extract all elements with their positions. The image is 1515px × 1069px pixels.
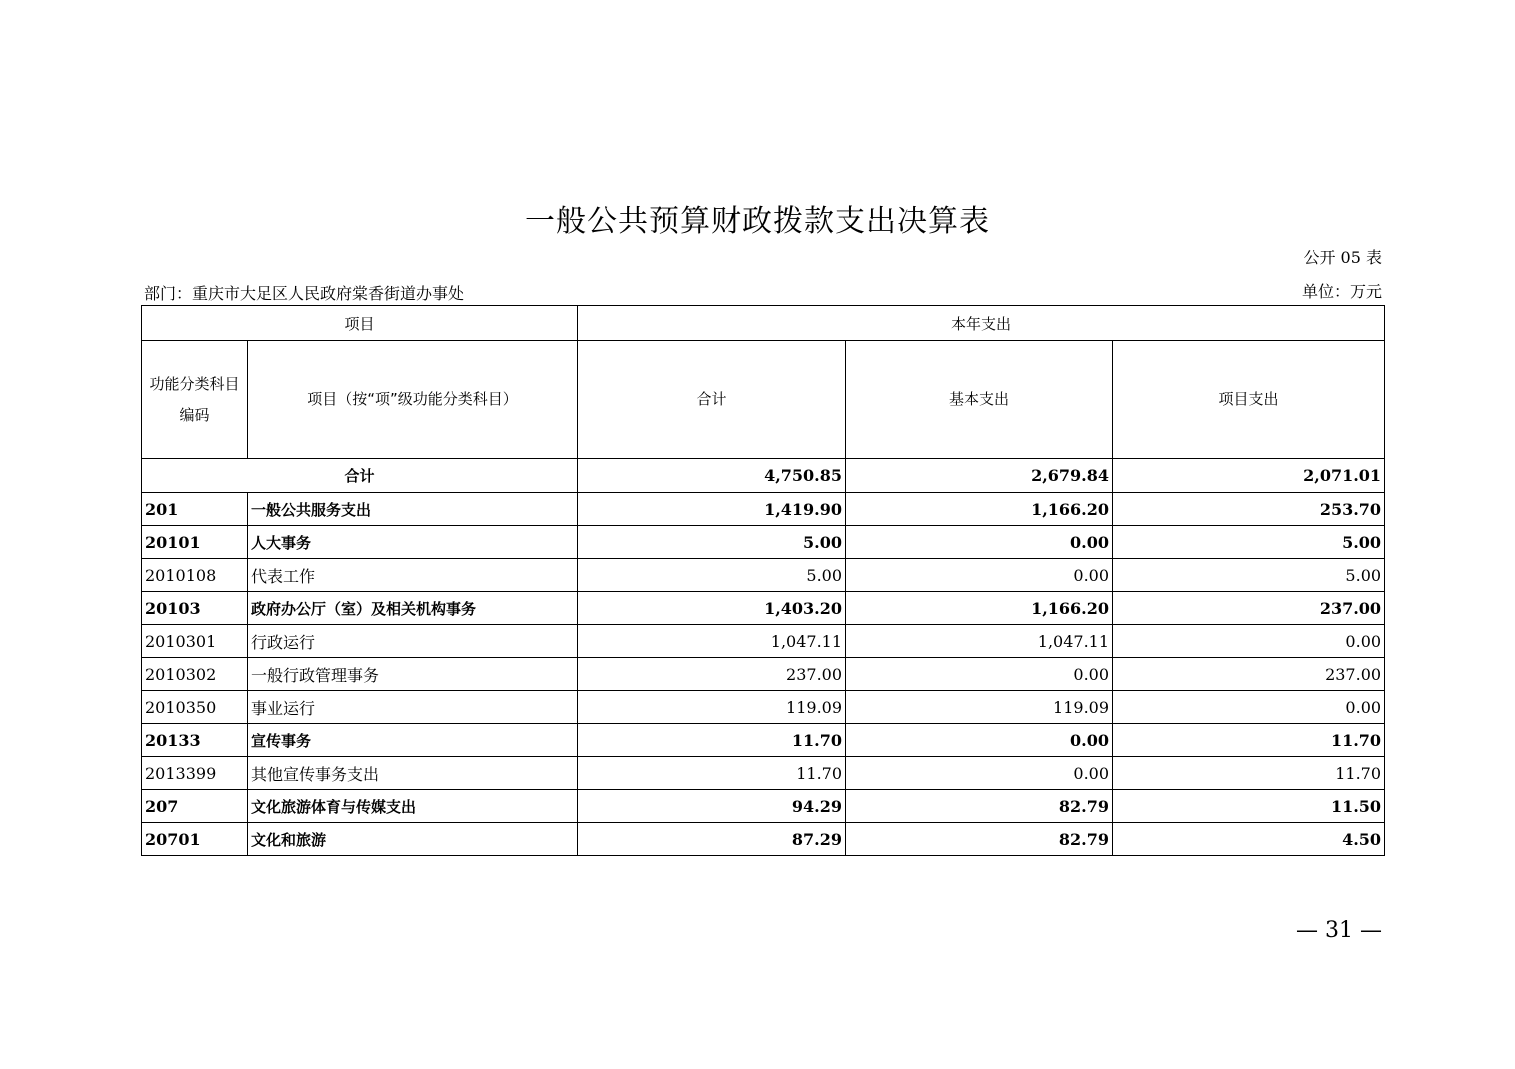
table-row <box>142 625 1385 658</box>
row-code: 20133 <box>142 724 248 757</box>
table-number: 公开 05 表 <box>1303 248 1382 267</box>
row-name: 文化和旅游 <box>248 823 578 856</box>
row-total: 119.09 <box>578 691 846 724</box>
row-total: 1,403.20 <box>578 592 846 625</box>
row-basic: 1,166.20 <box>846 493 1113 526</box>
table-row <box>142 790 1385 823</box>
row-basic: 119.09 <box>846 691 1113 724</box>
row-code: 20103 <box>142 592 248 625</box>
row-total: 11.70 <box>578 724 846 757</box>
row-code: 201 <box>142 493 248 526</box>
row-project: 4.50 <box>1113 823 1385 856</box>
row-name: 宣传事务 <box>248 724 578 757</box>
row-name: 代表工作 <box>248 559 578 592</box>
total-basic: 2,679.84 <box>846 459 1113 493</box>
table-row <box>142 559 1385 592</box>
row-code: 2010302 <box>142 658 248 691</box>
table-row <box>142 526 1385 559</box>
table-row <box>142 658 1385 691</box>
row-name: 其他宣传事务支出 <box>248 757 578 790</box>
row-total: 87.29 <box>578 823 846 856</box>
row-code: 20701 <box>142 823 248 856</box>
page-number: — 31 — <box>1296 918 1382 943</box>
header-basic: 基本支出 <box>846 341 1113 459</box>
row-project: 5.00 <box>1113 526 1385 559</box>
row-code: 207 <box>142 790 248 823</box>
total-project: 2,071.01 <box>1113 459 1385 493</box>
row-code: 2010350 <box>142 691 248 724</box>
row-basic: 0.00 <box>846 526 1113 559</box>
row-name: 事业运行 <box>248 691 578 724</box>
header-row-2 <box>142 341 1385 459</box>
table-row <box>142 757 1385 790</box>
row-name: 政府办公厅（室）及相关机构事务 <box>248 592 578 625</box>
row-name: 人大事务 <box>248 526 578 559</box>
row-basic: 1,166.20 <box>846 592 1113 625</box>
header-project-expense: 项目支出 <box>1113 341 1385 459</box>
row-total: 237.00 <box>578 658 846 691</box>
header-func-name: 项目（按“项”级功能分类科目） <box>248 341 578 459</box>
header-row-1 <box>142 306 1385 341</box>
row-name: 行政运行 <box>248 625 578 658</box>
row-total: 94.29 <box>578 790 846 823</box>
total-total: 4,750.85 <box>578 459 846 493</box>
row-name: 文化旅游体育与传媒支出 <box>248 790 578 823</box>
table-row <box>142 724 1385 757</box>
row-project: 237.00 <box>1113 658 1385 691</box>
row-code: 2013399 <box>142 757 248 790</box>
table-row <box>142 592 1385 625</box>
unit-label: 单位：万元 <box>1301 282 1382 301</box>
row-project: 253.70 <box>1113 493 1385 526</box>
expense-table <box>141 305 1385 856</box>
row-basic: 0.00 <box>846 757 1113 790</box>
row-basic: 1,047.11 <box>846 625 1113 658</box>
row-code: 2010301 <box>142 625 248 658</box>
row-project: 0.00 <box>1113 691 1385 724</box>
row-code: 20101 <box>142 526 248 559</box>
row-basic: 0.00 <box>846 559 1113 592</box>
row-project: 5.00 <box>1113 559 1385 592</box>
row-project: 0.00 <box>1113 625 1385 658</box>
row-basic: 82.79 <box>846 790 1113 823</box>
row-total: 5.00 <box>578 559 846 592</box>
row-code: 2010108 <box>142 559 248 592</box>
header-current-year-expense: 本年支出 <box>578 306 1385 341</box>
header-project: 项目 <box>142 306 578 341</box>
row-name: 一般行政管理事务 <box>248 658 578 691</box>
header-func-code: 功能分类科目编码 <box>142 341 248 459</box>
total-label: 合计 <box>142 459 578 493</box>
department-label: 部门：重庆市大足区人民政府棠香街道办事处 <box>144 284 465 303</box>
row-total: 1,047.11 <box>578 625 846 658</box>
row-project: 11.70 <box>1113 757 1385 790</box>
row-basic: 82.79 <box>846 823 1113 856</box>
row-total: 11.70 <box>578 757 846 790</box>
table-row <box>142 823 1385 856</box>
row-project: 11.70 <box>1113 724 1385 757</box>
row-total: 5.00 <box>578 526 846 559</box>
row-total: 1,419.90 <box>578 493 846 526</box>
table-row <box>142 493 1385 526</box>
row-basic: 0.00 <box>846 658 1113 691</box>
row-basic: 0.00 <box>846 724 1113 757</box>
row-project: 237.00 <box>1113 592 1385 625</box>
row-project: 11.50 <box>1113 790 1385 823</box>
table-row <box>142 691 1385 724</box>
row-name: 一般公共服务支出 <box>248 493 578 526</box>
total-row <box>142 459 1385 493</box>
header-total: 合计 <box>578 341 846 459</box>
page-title: 一般公共预算财政拨款支出决算表 <box>525 204 990 239</box>
